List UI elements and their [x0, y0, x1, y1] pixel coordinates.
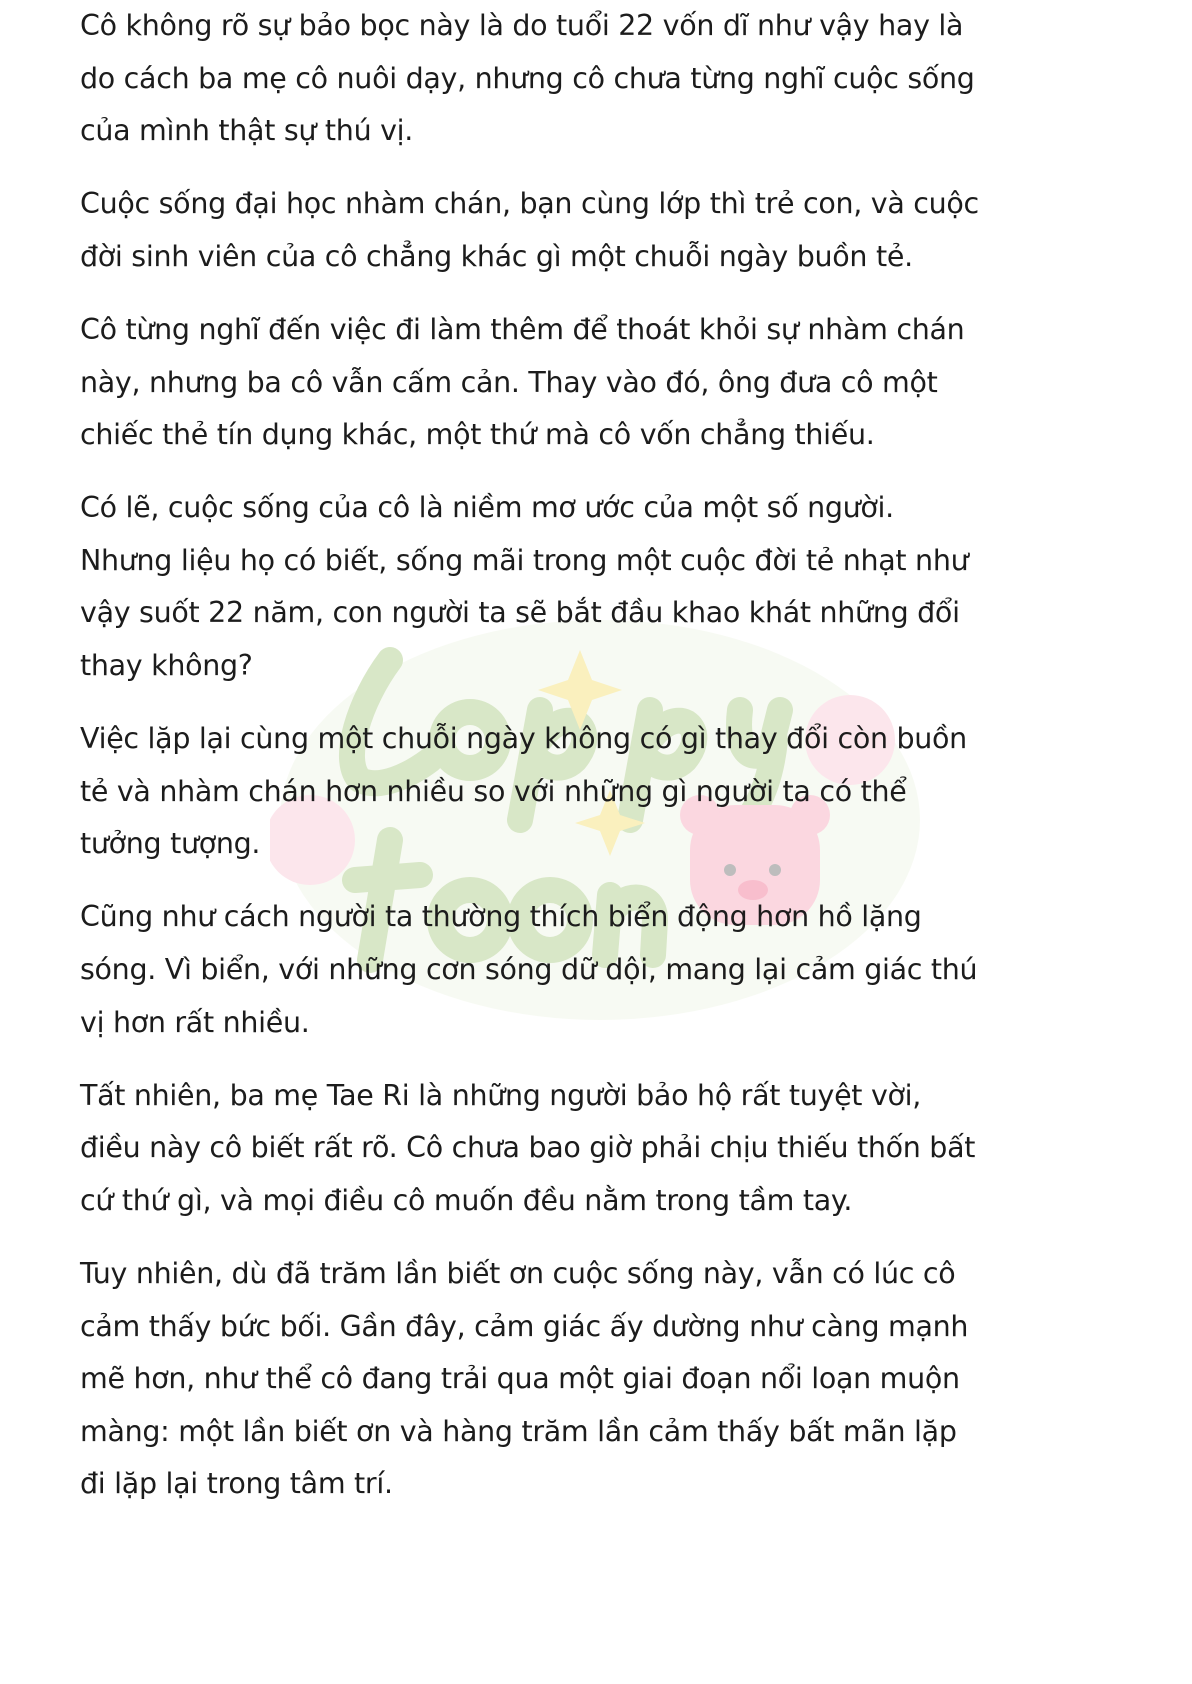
text-line: cảm thấy bức bối. Gần đây, cảm giác ấy dường như càng mạnh [80, 1309, 969, 1343]
text-line: do cách ba mẹ cô nuôi dạy, nhưng cô chưa từng nghĩ cuộc sống [80, 61, 975, 95]
text-line: đi lặp lại trong tâm trí. [80, 1467, 393, 1501]
text-line: tẻ và nhàm chán hơn nhiều so với những gì người ta có thể [80, 774, 907, 808]
text-line: Cô từng nghĩ đến việc đi làm thêm để thoát khỏi sự nhàm chán [80, 312, 965, 346]
text-line: Nhưng liệu họ có biết, sống mãi trong một cuộc đời tẻ nhạt như [80, 543, 969, 577]
paragraph [80, 891, 1130, 1049]
text-line: tưởng tượng. [80, 827, 261, 861]
paragraph [80, 178, 1130, 283]
paragraph [80, 1248, 1130, 1511]
chapter-text [80, 0, 1130, 1531]
text-line: Cũng như cách người ta thường thích biển động hơn hồ lặng [80, 900, 922, 934]
text-line: của mình thật sự thú vị. [80, 114, 414, 148]
text-line: Tuy nhiên, dù đã trăm lần biết ơn cuộc sống này, vẫn có lúc cô [80, 1256, 956, 1290]
paragraph [80, 713, 1130, 871]
text-line: này, nhưng ba cô vẫn cấm cản. Thay vào đó, ông đưa cô một [80, 365, 938, 399]
text-line: vậy suốt 22 năm, con người ta sẽ bắt đầu khao khát những đổi [80, 596, 960, 630]
text-line: mẽ hơn, như thể cô đang trải qua một giai đoạn nổi loạn muộn [80, 1362, 960, 1396]
text-line: Cô không rõ sự bảo bọc này là do tuổi 22 vốn dĩ như vậy hay là [80, 9, 964, 42]
text-line: sóng. Vì biển, với những cơn sóng dữ dội, mang lại cảm giác thú [80, 953, 978, 986]
paragraph [80, 304, 1130, 462]
text-line: Có lẽ, cuộc sống của cô là niềm mơ ước của một số người. [80, 491, 894, 525]
text-line: cứ thứ gì, và mọi điều cô muốn đều nằm trong tầm tay. [80, 1183, 853, 1217]
text-line: Tất nhiên, ba mẹ Tae Ri là những người bảo hộ rất tuyệt vời, [80, 1078, 922, 1112]
text-line: điều này cô biết rất rõ. Cô chưa bao giờ phải chịu thiếu thốn bất [80, 1131, 976, 1165]
text-line: màng: một lần biết ơn và hàng trăm lần cảm thấy bất mãn lặp [80, 1414, 957, 1448]
text-line: vị hơn rất nhiều. [80, 1005, 310, 1039]
text-line: thay không? [80, 649, 253, 683]
paragraph [80, 482, 1130, 692]
paragraph [80, 0, 1130, 158]
text-line: chiếc thẻ tín dụng khác, một thứ mà cô vốn chẳng thiếu. [80, 418, 875, 452]
text-line: Việc lặp lại cùng một chuỗi ngày không có gì thay đổi còn buồn [80, 722, 967, 756]
text-line: Cuộc sống đại học nhàm chán, bạn cùng lớp thì trẻ con, và cuộc [80, 187, 979, 221]
paragraph [80, 1070, 1130, 1228]
text-line: đời sinh viên của cô chẳng khác gì một chuỗi ngày buồn tẻ. [80, 239, 913, 273]
